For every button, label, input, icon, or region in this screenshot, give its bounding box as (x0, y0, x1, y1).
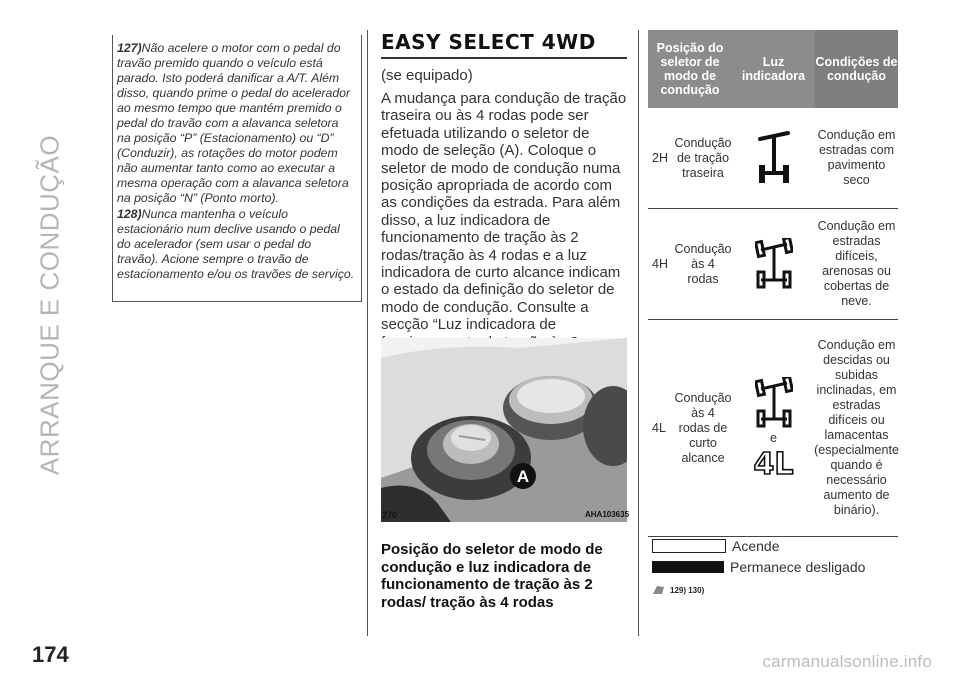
mode-selector-photo (381, 338, 630, 522)
warning-hand-icon (652, 584, 666, 596)
mode-code: 2H (652, 150, 668, 165)
driving-conditions: Condução em estradas difíceis, arenosas ou cobertas de neve. (817, 219, 896, 308)
indicator-cell (732, 108, 815, 208)
mode-description: Condução de tração traseira (674, 135, 732, 180)
section-body: A mudança para condução de tração traseira ou às 4 rodas pode ser efetuada utilizando o seletor de modo de seleção (A). Coloque o seletor de modo de condução numa posição apropriada de acordo com as condições da estrada. Para além disso, a luz indicadora de funcionamento de tração às 2 rodas/tração às 4 rodas e a luz indicadora de curto alcance indicam o estado da definição do seletor de modo de condução. Consulte a secção “Luz indicadora de (381, 90, 627, 334)
drive-mode-table (648, 30, 898, 537)
legend-on: Acende (652, 538, 779, 554)
4l-indicator-icon: 4L (753, 446, 794, 482)
warning-notes-box (112, 35, 362, 302)
driving-conditions: Condução em descidas ou subidas inclinadas, em estradas difíceis ou lamacentas (especialmente quando é necessário aumento de binário). (814, 338, 899, 517)
page-number: 174 (32, 642, 69, 667)
4wd-indicator-icon (755, 238, 793, 290)
column-divider (367, 30, 368, 636)
4wd-indicator-icon (755, 377, 793, 429)
column-divider (638, 30, 639, 636)
driving-conditions: Condução em estradas com pavimento seco (817, 128, 896, 187)
callout-a: A (516, 467, 530, 486)
indicator-cell (732, 320, 815, 536)
mode-code: 4H (652, 256, 668, 271)
indicator-cell (732, 209, 815, 319)
figure-code: AHA103635 (585, 510, 630, 519)
header-indicator: Luz indicadora (741, 55, 806, 83)
side-section-title: ARRANQUE E CONDUÇÃO (34, 134, 65, 476)
references: 129) 130) (652, 584, 704, 596)
note-127: 127)Não acelere o motor com o pedal do travão premido quando o veículo está parado. Isto poderá danificar a A/T. Além disso, quando prime o pedal do acelerador ao mesmo tempo que mantém premido o pedal do travão com a alavanca seletora na posição “P” (Estacionamento) ou “D” (Conduzir), as rotações do motor podem não aumentar tanto como ao executar a mesma operação com a alavanca seletora na posição “N” (Ponto morto). (117, 41, 351, 205)
mode-description: Condução às 4 rodas de curto alcance (674, 390, 732, 465)
legend-off: Permanece desligado (652, 559, 865, 575)
watermark: carmanualsonline.info (762, 652, 932, 671)
mode-code: 4L (652, 420, 666, 435)
table-subheading: Posição do seletor de modo de condução e luz indicadora de funcionamento de tração às 2 rodas/ tração às 4 rodas (381, 541, 603, 611)
section-heading: EASY SELECT 4WD (381, 30, 627, 59)
and-label: e (770, 430, 777, 445)
table-row (648, 108, 898, 209)
figure-number: 270 (382, 510, 398, 520)
legend-off-swatch (652, 561, 724, 573)
table-row (648, 320, 898, 537)
header-conditions: Condições de condução (815, 30, 898, 108)
mode-description: Condução às 4 rodas (674, 241, 732, 286)
legend-on-swatch (652, 539, 726, 553)
note-128: 128)Nunca mantenha o veículo estacionário num declive usando o pedal do acelerador (sem usar o pedal do travão). Acione sempre o travão de estacionamento e/ou os travões de serviço. (117, 207, 355, 281)
easy-select-section (381, 30, 627, 386)
table-header (648, 30, 898, 108)
2wd-rear-indicator-icon (756, 129, 792, 187)
table-row (648, 209, 898, 320)
header-position: Posição do seletor de modo de condução (656, 41, 724, 97)
section-subtitle: (se equipado) (381, 67, 473, 84)
